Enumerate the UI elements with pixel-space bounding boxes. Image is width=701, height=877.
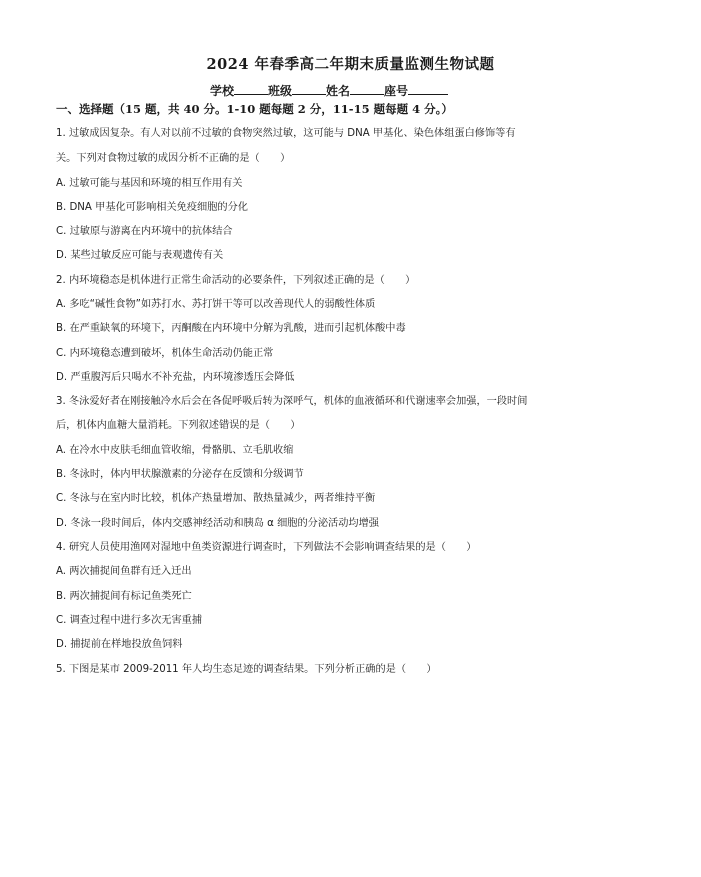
question-3-stem-line-2: 后，机体内血糖大量消耗。下列叙述错误的是（ ）	[56, 420, 301, 431]
question-1-option-d: D. 某些过敏反应可能与表观遗传有关	[56, 250, 224, 261]
question-1-option-a: A. 过敏可能与基因和环境的相互作用有关	[56, 178, 243, 189]
question-3-option-d: D. 冬泳一段时间后，体内交感神经活动和胰岛 α 细胞的分泌活动均增强	[56, 518, 379, 529]
exam-title: 2024 年春季高二年期末质量监测生物试题	[206, 56, 495, 73]
question-1-stem-line-1: 1. 过敏成因复杂。有人对以前不过敏的食物突然过敏，这可能与 DNA 甲基化、染色体组蛋白修饰等有	[56, 128, 516, 139]
seat-blank	[408, 83, 448, 95]
name-label: 姓名	[326, 84, 351, 98]
question-2-option-b: B. 在严重缺氧的环境下，丙酮酸在内环境中分解为乳酸，进而引起机体酸中毒	[56, 323, 406, 334]
class-blank	[292, 83, 326, 95]
class-label: 班级	[268, 84, 293, 98]
question-3-stem-line-1: 3. 冬泳爱好者在刚接触冷水后会在各促呼吸后转为深呼气，机体的血液循环和代谢速率会加强，一段时间	[56, 396, 528, 407]
question-2-stem-line-1: 2. 内环境稳态是机体进行正常生命活动的必要条件，下列叙述正确的是（ ）	[56, 275, 416, 286]
question-1-stem-line-2: 关。下列对食物过敏的成因分析不正确的是（ ）	[56, 153, 291, 164]
section-heading: 一、选择题（15 题，共 40 分。1-10 题每题 2 分，11-15 题每题 4 分。）	[56, 102, 453, 116]
seat-label: 座号	[384, 84, 409, 98]
question-4-option-d: D. 捕捉前在样地投放鱼饲料	[56, 639, 183, 650]
question-1-option-b: B. DNA 甲基化可影响相关免疫细胞的分化	[56, 202, 248, 213]
question-3-option-a: A. 在冷水中皮肤毛细血管收缩，骨骼肌、立毛肌收缩	[56, 445, 294, 456]
school-blank	[234, 83, 268, 95]
question-4-option-a: A. 两次捕捉间鱼群有迁入迁出	[56, 566, 192, 577]
question-5-stem-line-1: 5. 下图是某市 2009-2011 年人均生态足迹的调查结果。下列分析正确的是（ ）	[56, 664, 437, 675]
name-blank	[350, 83, 384, 95]
question-1-option-c: C. 过敏原与游离在内环境中的抗体结合	[56, 226, 233, 237]
question-2-option-d: D. 严重腹泻后只喝水不补充盐，内环境渗透压会降低	[56, 372, 295, 383]
question-2-option-c: C. 内环境稳态遭到破坏，机体生命活动仍能正常	[56, 348, 274, 359]
student-info-line	[210, 82, 448, 99]
question-4-option-b: B. 两次捕捉间有标记鱼类死亡	[56, 591, 192, 602]
question-2-option-a: A. 多吃“碱性食物”如苏打水、苏打饼干等可以改善现代人的弱酸性体质	[56, 299, 376, 310]
school-label: 学校	[210, 84, 235, 98]
question-3-option-b: B. 冬泳时，体内甲状腺激素的分泌存在反馈和分级调节	[56, 469, 304, 480]
question-3-option-c: C. 冬泳与在室内时比较，机体产热量增加、散热量减少，两者维持平衡	[56, 493, 376, 504]
question-4-stem-line-1: 4. 研究人员使用渔网对湿地中鱼类资源进行调查时，下列做法不会影响调查结果的是（ ）	[56, 542, 477, 553]
question-4-option-c: C. 调查过程中进行多次无害重捕	[56, 615, 203, 626]
